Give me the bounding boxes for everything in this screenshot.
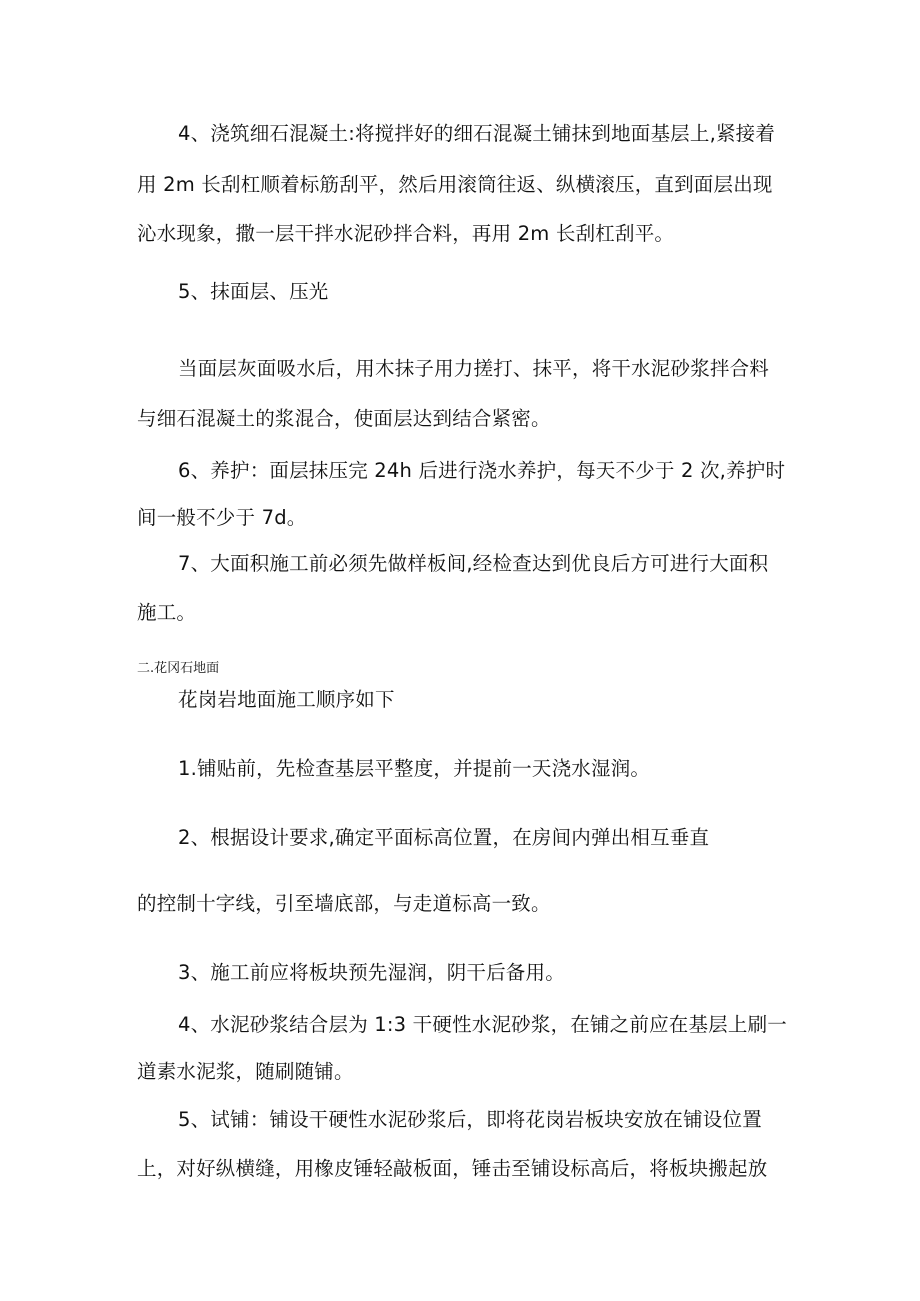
section-heading: 5、抹面层、压光 xyxy=(178,280,329,303)
paragraph-line: 与细石混凝土的浆混合，使面层达到结合紧密。 xyxy=(137,407,551,430)
section-title: 二.花冈石地面 xyxy=(137,661,220,676)
list-item: 4、水泥砂浆结合层为 1:3 干硬性水泥砂浆，在铺之前应在基层上刷一 xyxy=(178,1013,787,1036)
paragraph-line: 当面层灰面吸水后，用木抹子用力搓打、抹平，将干水泥砂浆拌合料 xyxy=(178,357,770,380)
paragraph-line: 6、养护：面层抹压完 24h 后进行浇水养护，每天不少于 2 次,养护时 xyxy=(178,459,786,482)
list-item: 2、根据设计要求,确定平面标高位置，在房间内弹出相互垂直 xyxy=(178,826,710,849)
section-intro: 花岗岩地面施工顺序如下 xyxy=(178,688,395,711)
paragraph-line: 施工。 xyxy=(137,601,197,624)
paragraph-line: 用 2m 长刮杠顺着标筋刮平，然后用滚筒往返、纵横滚压，直到面层出现 xyxy=(137,173,773,196)
paragraph-line: 7、大面积施工前必须先做样板间,经检查达到优良后方可进行大面积 xyxy=(178,552,769,575)
paragraph-line: 间一般不少于 7d。 xyxy=(137,506,307,529)
paragraph-line: 的控制十字线，引至墙底部，与走道标高一致。 xyxy=(137,892,551,915)
paragraph-line: 4、浇筑细石混凝土:将搅拌好的细石混凝土铺抹到地面基层上,紧接着 xyxy=(178,122,776,145)
list-item: 1.铺贴前，先检查基层平整度，并提前一天浇水湿润。 xyxy=(178,757,651,780)
paragraph-line: 道素水泥浆，随刷随铺。 xyxy=(137,1060,354,1083)
list-item: 5、试铺：铺设干硬性水泥砂浆后，即将花岗岩板块安放在铺设位置 xyxy=(178,1108,762,1131)
list-item: 3、施工前应将板块预先湿润，阴干后备用。 xyxy=(178,961,565,984)
paragraph-line: 沁水现象，撒一层干拌水泥砂拌合料，再用 2m 长刮杠刮平。 xyxy=(137,222,675,245)
paragraph-line: 上，对好纵横缝，用橡皮锤轻敲板面，锤击至铺设标高后，将板块搬起放 xyxy=(137,1157,768,1180)
